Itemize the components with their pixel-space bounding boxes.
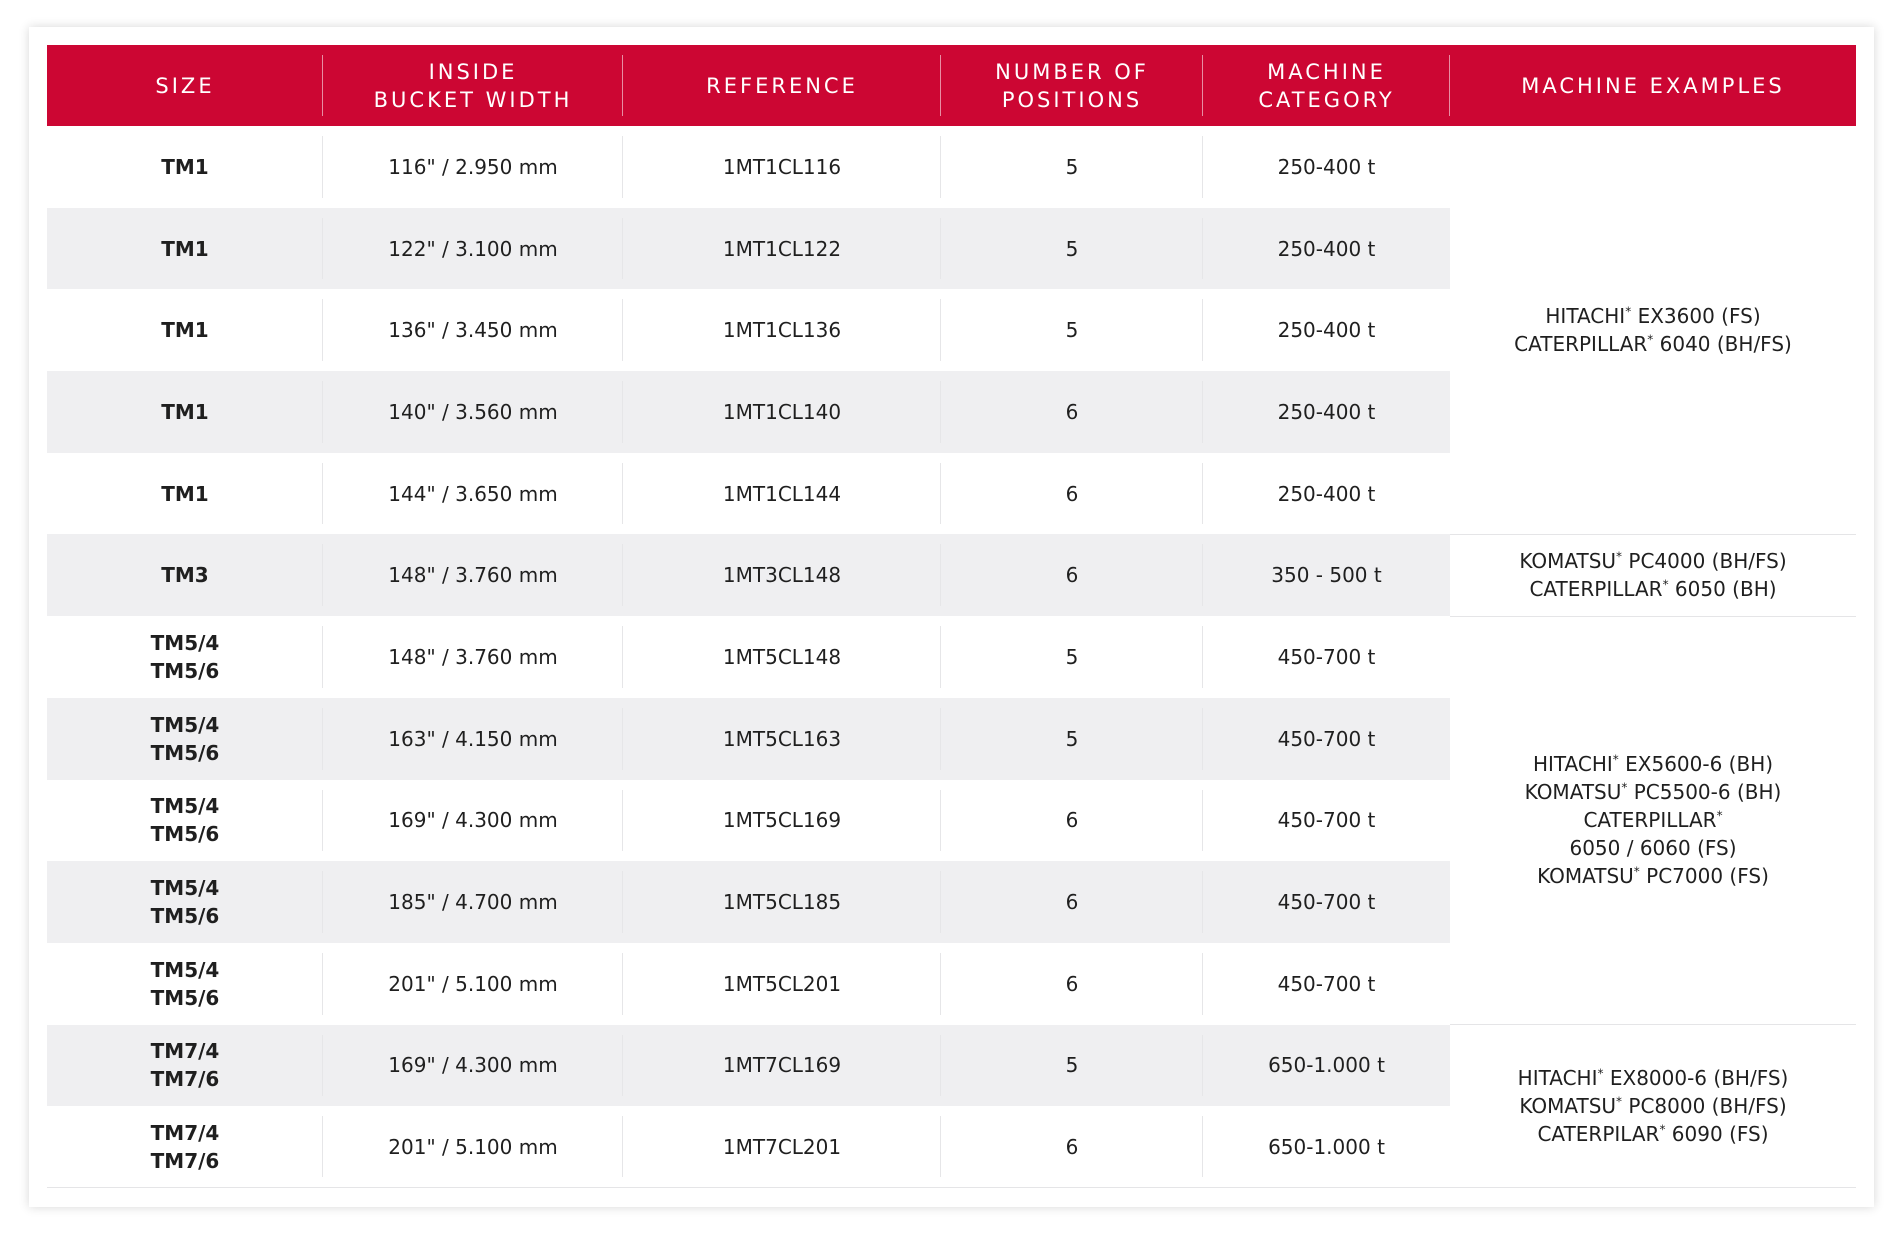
header-size xyxy=(47,45,323,126)
cell-category: 250-400 t xyxy=(1277,154,1376,179)
cell-category: 250-400 t xyxy=(1203,371,1450,453)
cell-category: 250-400 t xyxy=(1203,208,1450,290)
registered-mark: * xyxy=(1633,864,1640,879)
example-line: KOMATSU* PC7000 (FS) xyxy=(1537,864,1769,889)
cell-size: TM7/4 TM7/6 xyxy=(47,1025,323,1107)
cell-size: TM5/4 TM5/6 xyxy=(47,943,323,1025)
example-line: KOMATSU* PC8000 (BH/FS) xyxy=(1519,1094,1787,1119)
cell-width: 140" / 3.560 mm xyxy=(323,371,623,453)
header-machine-category xyxy=(1203,45,1450,126)
header-category-line2: CATEGORY xyxy=(1258,87,1395,112)
cell-reference: 1MT5CL201 xyxy=(623,943,941,1025)
cell-size: TM1 xyxy=(47,289,323,371)
cell-reference: 1MT7CL169 xyxy=(623,1025,941,1107)
table-row xyxy=(47,126,1856,208)
cell-reference: 1MT3CL148 xyxy=(623,534,941,616)
cell-category: 650-1.000 t xyxy=(1203,1025,1450,1107)
cell-positions: 6 xyxy=(941,534,1203,616)
bucket-specs-table xyxy=(47,45,1856,1188)
example-line: 6050 / 6060 (FS) xyxy=(1569,836,1737,861)
cell-reference: 1MT7CL201 xyxy=(623,1106,941,1188)
cell-size: TM1 xyxy=(47,208,323,290)
cell-reference: 1MT1CL116 xyxy=(623,126,941,208)
example-line: CATERPILLAR* xyxy=(1583,808,1723,833)
cell-positions: 5 xyxy=(941,208,1203,290)
cell-width: 144" / 3.650 mm xyxy=(323,453,623,535)
cell-size: TM7/4 TM7/6 xyxy=(47,1106,323,1188)
cell-reference: 1MT1CL144 xyxy=(623,453,941,535)
cell-width: 201" / 5.100 mm xyxy=(323,1106,623,1188)
registered-mark: * xyxy=(1659,1122,1666,1137)
cell-examples-group1 xyxy=(1450,126,1856,534)
cell-category: 450-700 t xyxy=(1203,861,1450,943)
registered-mark: * xyxy=(1616,1094,1623,1109)
registered-mark: * xyxy=(1616,549,1623,564)
cell-positions: 6 xyxy=(941,943,1203,1025)
cell-positions: 6 xyxy=(941,861,1203,943)
cell-category: 250-400 t xyxy=(1277,318,1376,343)
header-inside-bucket-width xyxy=(323,45,623,126)
cell-positions: 6 xyxy=(941,453,1203,535)
header-examples-label: MACHINE EXAMPLES xyxy=(1521,73,1785,98)
table-row xyxy=(47,616,1856,698)
cell-width: 169" / 4.300 mm xyxy=(323,1025,623,1107)
cell-positions: 6 xyxy=(941,1106,1203,1188)
example-line: HITACHI* EX8000-6 (BH/FS) xyxy=(1517,1066,1789,1091)
cell-width: 163" / 4.150 mm xyxy=(323,698,623,780)
cell-size: TM3 xyxy=(47,534,323,616)
header-width-line2: BUCKET WIDTH xyxy=(373,87,573,112)
cell-positions: 5 xyxy=(941,1025,1203,1107)
cell-size: TM1 xyxy=(47,371,323,453)
cell-reference: 1MT1CL122 xyxy=(623,208,941,290)
cell-positions: 5 xyxy=(941,698,1203,780)
header-reference xyxy=(623,45,941,126)
cell-category: 250-400 t xyxy=(1277,481,1376,506)
cell-positions: 5 xyxy=(941,126,1203,208)
cell-category: 650-1.000 t xyxy=(1203,1106,1450,1188)
cell-width: 148" / 3.760 mm xyxy=(323,616,623,698)
registered-mark: * xyxy=(1612,752,1619,767)
cell-examples-group3 xyxy=(1450,616,1856,1024)
cell-size: TM1 xyxy=(47,453,323,535)
cell-width: 136" / 3.450 mm xyxy=(323,289,623,371)
example-line: CATERPILLAR* 6050 (BH) xyxy=(1529,577,1777,602)
registered-mark: * xyxy=(1662,577,1669,592)
header-row xyxy=(47,45,1856,126)
cell-positions: 5 xyxy=(941,616,1203,698)
cell-category: 450-700 t xyxy=(1277,644,1376,669)
cell-positions: 6 xyxy=(941,371,1203,453)
cell-width: 185" / 4.700 mm xyxy=(323,861,623,943)
cell-reference: 1MT5CL163 xyxy=(623,698,941,780)
cell-examples-group2 xyxy=(1450,534,1856,616)
cell-size: TM1 xyxy=(47,126,323,208)
cell-reference: 1MT1CL140 xyxy=(623,371,941,453)
example-line: KOMATSU* PC5500-6 (BH) xyxy=(1524,780,1782,805)
cell-size: TM5/4 TM5/6 xyxy=(47,698,323,780)
cell-category: 450-700 t xyxy=(1277,971,1376,996)
header-positions-line1: NUMBER OF xyxy=(995,59,1149,84)
cell-category: 350 - 500 t xyxy=(1203,534,1450,616)
cell-examples-group4 xyxy=(1450,1025,1856,1188)
cell-reference: 1MT5CL169 xyxy=(623,780,941,862)
cell-width: 116" / 2.950 mm xyxy=(323,126,623,208)
example-line: KOMATSU* PC4000 (BH/FS) xyxy=(1519,549,1787,574)
registered-mark: * xyxy=(1597,1066,1604,1081)
example-line: CATERPILLAR* 6040 (BH/FS) xyxy=(1514,331,1792,356)
cell-width: 148" / 3.760 mm xyxy=(323,534,623,616)
registered-mark: * xyxy=(1647,332,1654,347)
cell-reference: 1MT5CL185 xyxy=(623,861,941,943)
table-row xyxy=(47,1025,1856,1107)
registered-mark: * xyxy=(1625,304,1632,319)
example-line: HITACHI* EX5600-6 (BH) xyxy=(1532,752,1774,777)
cell-reference: 1MT5CL148 xyxy=(623,616,941,698)
example-line: HITACHI* EX3600 (FS) xyxy=(1545,303,1761,328)
registered-mark: * xyxy=(1621,780,1628,795)
cell-width: 169" / 4.300 mm xyxy=(323,780,623,862)
example-line: CATERPILAR* 6090 (FS) xyxy=(1537,1122,1769,1147)
header-number-of-positions xyxy=(941,45,1203,126)
registered-mark: * xyxy=(1716,808,1723,823)
header-reference-label: REFERENCE xyxy=(706,73,858,98)
cell-size: TM5/4 TM5/6 xyxy=(47,780,323,862)
table-row xyxy=(47,534,1856,616)
cell-size: TM5/4 TM5/6 xyxy=(47,861,323,943)
cell-size: TM5/4 TM5/6 xyxy=(47,616,323,698)
header-category-line1: MACHINE xyxy=(1267,59,1386,84)
header-size-label: SIZE xyxy=(155,73,215,98)
cell-positions: 5 xyxy=(941,289,1203,371)
cell-positions: 6 xyxy=(941,780,1203,862)
header-machine-examples xyxy=(1450,45,1856,126)
cell-category: 450-700 t xyxy=(1203,698,1450,780)
header-positions-line2: POSITIONS xyxy=(1001,87,1143,112)
cell-width: 201" / 5.100 mm xyxy=(323,943,623,1025)
cell-width: 122" / 3.100 mm xyxy=(323,208,623,290)
cell-reference: 1MT1CL136 xyxy=(623,289,941,371)
header-width-line1: INSIDE xyxy=(428,59,518,84)
cell-category: 450-700 t xyxy=(1277,808,1376,833)
